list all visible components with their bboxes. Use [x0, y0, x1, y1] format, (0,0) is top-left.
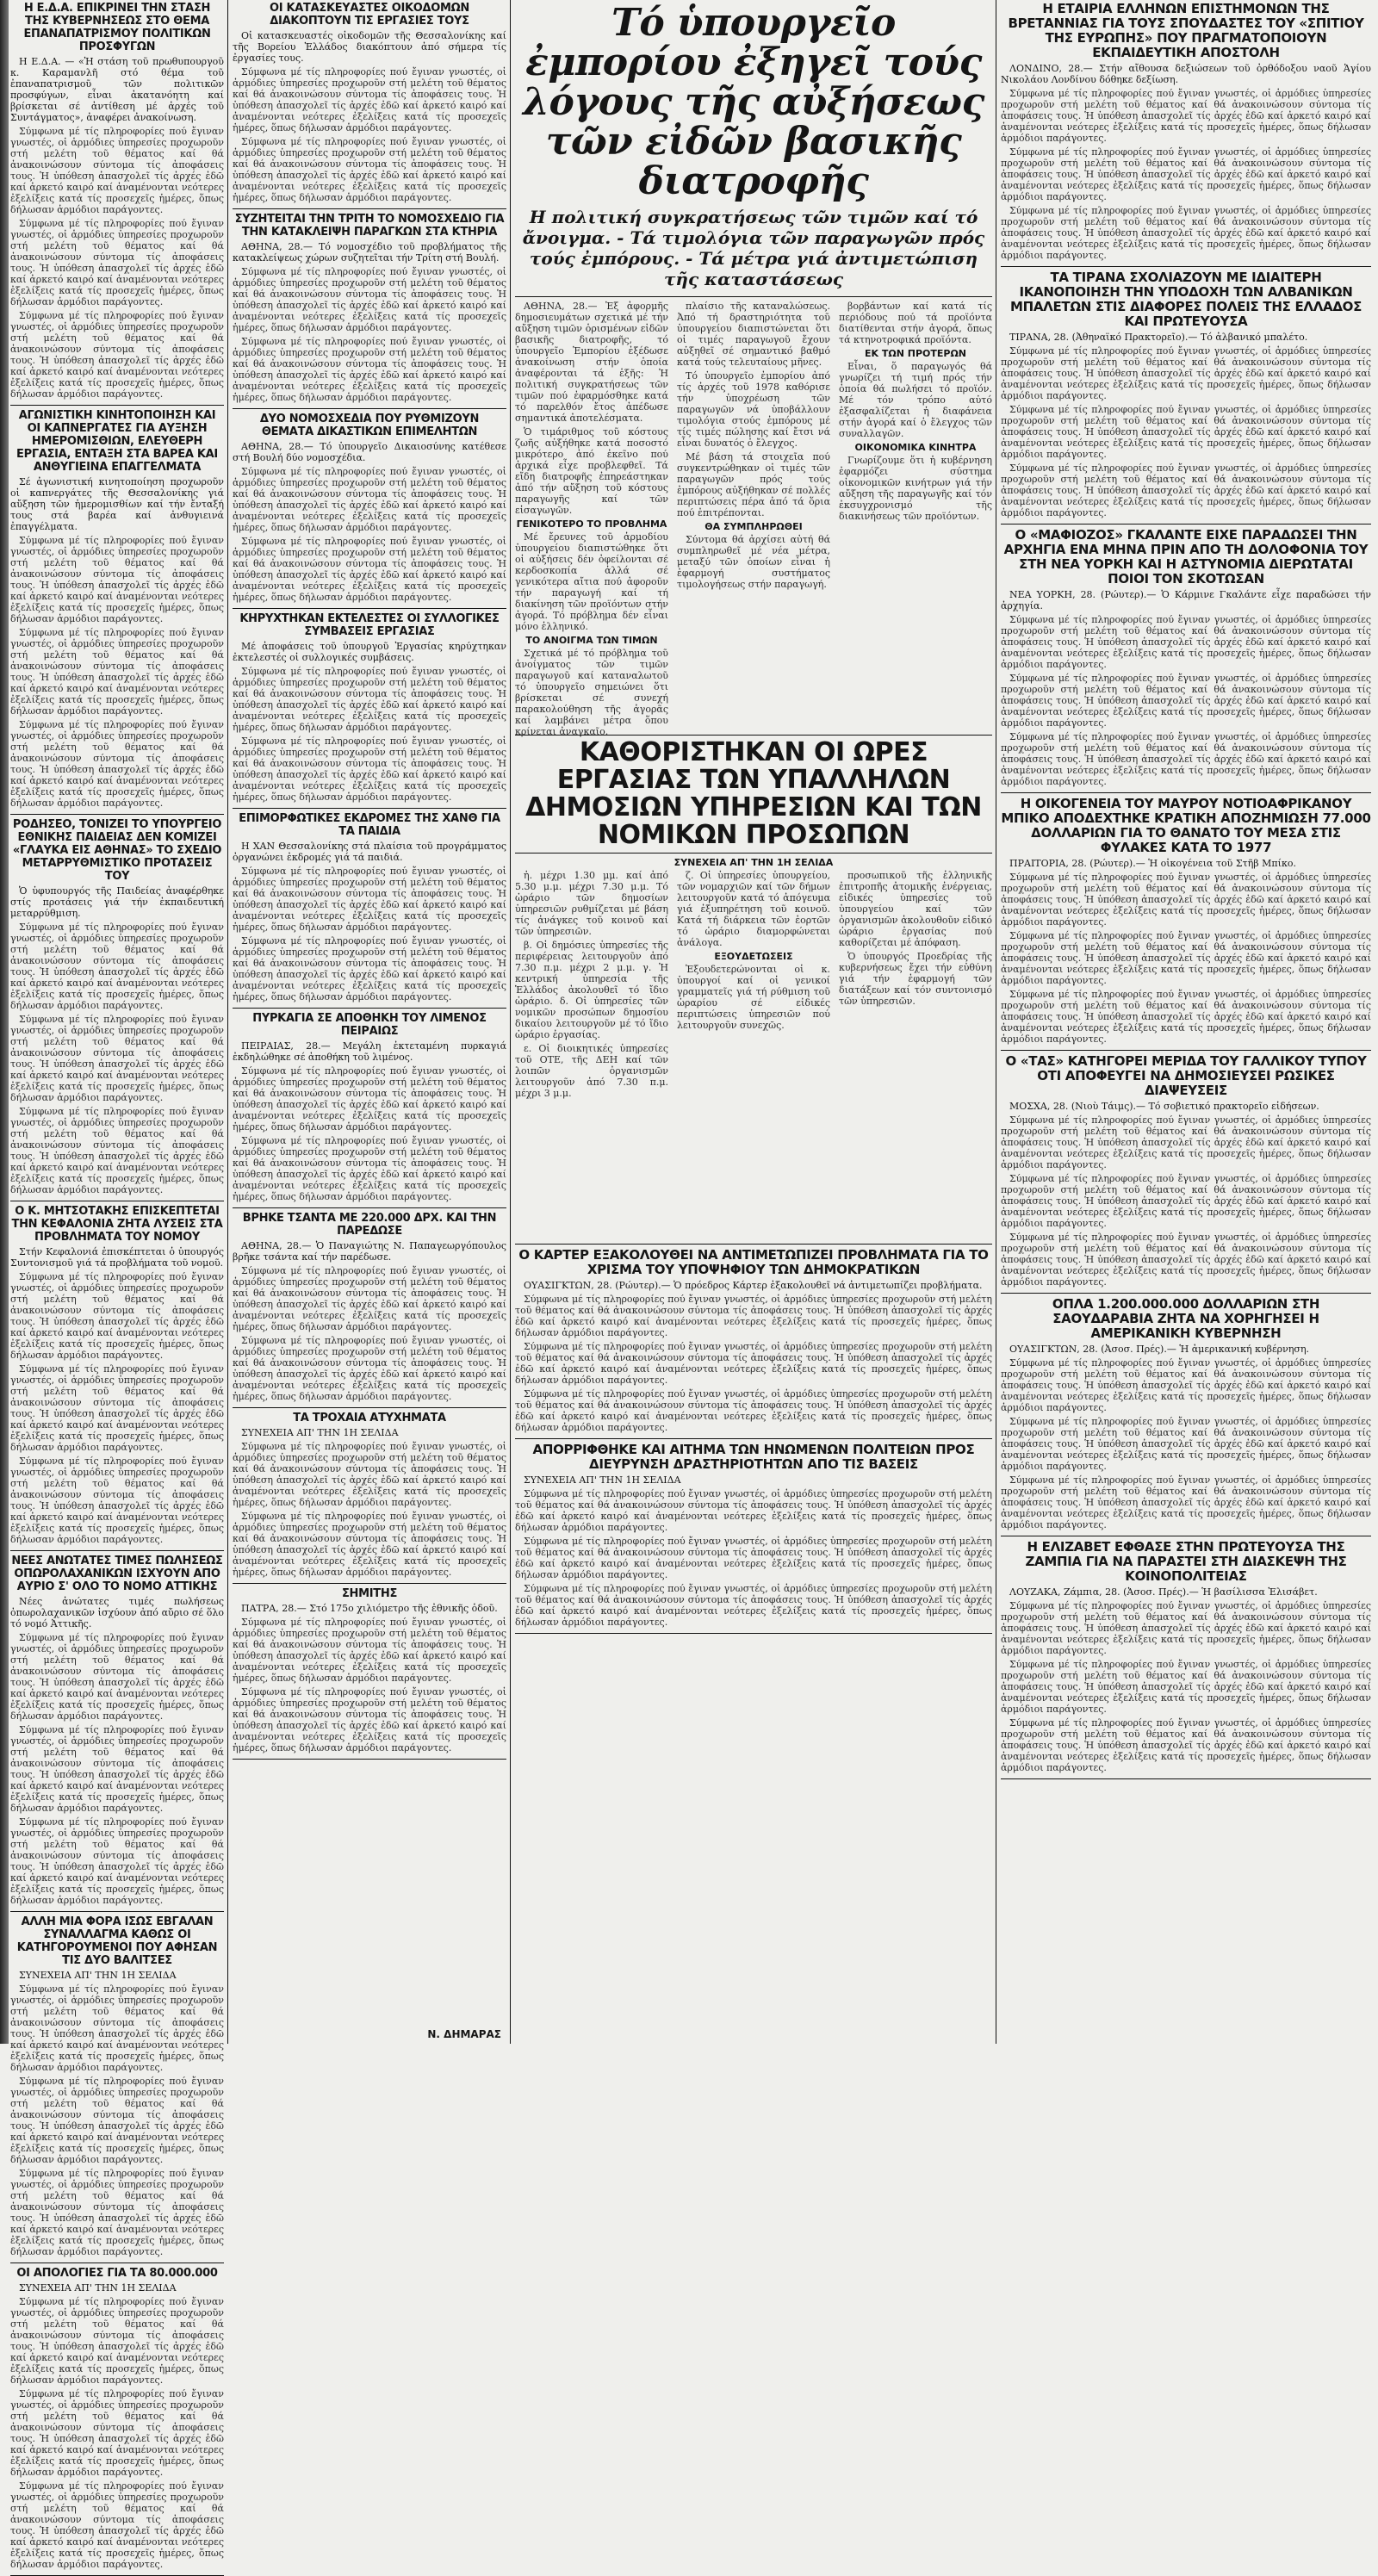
divider [233, 608, 506, 609]
article-headline: Ο «ΜΑΦΙΟΖΟΣ» ΓΚΑΛΑΝΤΕ ΕΙΧΕ ΠΑΡΑΔΩΣΕΙ ΤΗΝ ΑΡΧΗΓΙΑ ΕΝΑ ΜΗΝΑ ΠΡΙΝ ΑΠΟ ΤΗ ΔΟΛΟΦΟΝΙΑ ΤΟΥ ΣΤΗ ΝΕΑ ΥΟΡΚΗ ΚΑΙ Η ΑΣΤΥΝΟΜΙΑ ΔΙΕΡΩΤΑΤΑΙ ΠΟΙΟΙ ΤΟΝ ΣΚΟΤΩΣΑΝ [1003, 527, 1369, 587]
divider [515, 1438, 992, 1439]
article-text: Σύμφωνα μέ τίς πληροφορίες πού ἔγιναν γνωστές, οἱ ἁρμόδιες ὑπηρεσίες προχωροῦν στή μελέτη τοῦ θέματος καί θά ἀνακοινώσουν σύντομα τίς ἀποφάσεις τους. Ἡ ὑπόθεση ἀπασχολεῖ τίς ἀρχές ἐδῶ καί ἀρκετό καιρό καί ἀναμένονται νεότερες ἐξελίξεις κατά τίς προσεχεῖς ἡμέρες, ὅπως δήλωσαν ἁρμόδιοι παράγοντες. [233, 1686, 506, 1754]
article-text: Σύμφωνα μέ τίς πληροφορίες πού ἔγιναν γνωστές, οἱ ἁρμόδιες ὑπηρεσίες προχωροῦν στή μελέτη τοῦ θέματος καί θά ἀνακοινώσουν σύντομα τίς ἀποφάσεις τους. Ἡ ὑπόθεση ἀπασχολεῖ τίς ἀρχές ἐδῶ καί ἀρκετό καιρό καί ἀναμένονται νεότερες ἐξελίξεις κατά τίς προσεχεῖς ἡμέρες, ὅπως δήλωσαν ἁρμόδιοι παράγοντες. [515, 1294, 992, 1338]
article-body: ΑΘΗΝΑ, 28.— Τό νομοσχέδιο τοῦ προβλήματος τῆς κατακλείψεως χώρων συζητεῖται τήν Τρίτη στή Βουλή. [233, 241, 506, 264]
column-rule [227, 0, 228, 2044]
column-rule [510, 0, 511, 2044]
article-text: Σύμφωνα μέ τίς πληροφορίες πού ἔγιναν γνωστές, οἱ ἁρμόδιες ὑπηρεσίες προχωροῦν στή μελέτη τοῦ θέματος καί θά ἀνακοινώσουν σύντομα τίς ἀποφάσεις τους. Ἡ ὑπόθεση ἀπασχολεῖ τίς ἀρχές ἐδῶ καί ἀρκετό καιρό καί ἀναμένονται νεότερες ἐξελίξεις κατά τίς προσεχεῖς ἡμέρες, ὅπως δήλωσαν ἁρμόδιοι παράγοντες. [1001, 1416, 1371, 1472]
article-body: Ὁ ὑφυπουργός τῆς Παιδείας ἀναφέρθηκε στίς προτάσεις γιά τήν ἐκπαιδευτική μεταρρύθμιση. [10, 885, 224, 919]
divider [10, 1911, 224, 1912]
article-text: Σύμφωνα μέ τίς πληροφορίες πού ἔγιναν γνωστές, οἱ ἁρμόδιες ὑπηρεσίες προχωροῦν στή μελέτη τοῦ θέματος καί θά ἀνακοινώσουν σύντομα τίς ἀποφάσεις τους. Ἡ ὑπόθεση ἀπασχολεῖ τίς ἀρχές ἐδῶ καί ἀρκετό καιρό καί ἀναμένονται νεότερες ἐξελίξεις κατά τίς προσεχεῖς ἡμέρες, ὅπως δήλωσαν ἁρμόδιοι παράγοντες. [10, 310, 224, 400]
divider [233, 208, 506, 209]
article-body: Σέ ἀγωνιστική κινητοποίηση προχωροῦν οἱ καπνεργάτες τῆς Θεσσαλονίκης γιά αὔξηση τῶν ἡμερομισθίων καί τήν ἔνταξή τους στά βαρέα καί ἀνθυγιεινά ἐπαγγέλματα. [10, 476, 224, 532]
article [233, 1412, 506, 1578]
article-body: ΣΥΝΕΧΕΙΑ ΑΠ' ΤΗΝ 1Η ΣΕΛΙΔΑ [241, 1427, 399, 1438]
article [233, 2, 506, 203]
article-text: Σύμφωνα μέ τίς πληροφορίες πού ἔγιναν γνωστές, οἱ ἁρμόδιες ὑπηρεσίες προχωροῦν στή μελέτη τοῦ θέματος καί θά ἀνακοινώσουν σύντομα τίς ἀποφάσεις τους. Ἡ ὑπόθεση ἀπασχολεῖ τίς ἀρχές ἐδῶ καί ἀρκετό καιρό καί ἀναμένονται νεότερες ἐξελίξεις κατά τίς προσεχεῖς ἡμέρες, ὅπως δήλωσαν ἁρμόδιοι παράγοντες. [233, 1441, 506, 1508]
article-headline: ΣΥΖΗΤΕΙΤΑΙ ΤΗΝ ΤΡΙΤΗ ΤΟ ΝΟΜΟΣΧΕΔΙΟ ΓΙΑ ΤΗΝ ΚΑΤΑΚΛΕΙΨΗ ΠΑΡΑΓΚΩΝ ΣΤΑ ΚΤΗΡΙΑ [234, 213, 505, 239]
article-body: ΣΥΝΕΧΕΙΑ ΑΠ' ΤΗΝ 1Η ΣΕΛΙΔΑ [19, 1970, 177, 1981]
divider [233, 1207, 506, 1208]
article-text: Σύμφωνα μέ τίς πληροφορίες πού ἔγιναν γνωστές, οἱ ἁρμόδιες ὑπηρεσίες προχωροῦν στή μελέτη τοῦ θέματος καί θά ἀνακοινώσουν σύντομα τίς ἀποφάσεις τους. Ἡ ὑπόθεση ἀπασχολεῖ τίς ἀρχές ἐδῶ καί ἀρκετό καιρό καί ἀναμένονται νεότερες ἐξελίξεις κατά τίς προσεχεῖς ἡμέρες, ὅπως δήλωσαν ἁρμόδιοι παράγοντες. [10, 1632, 224, 1722]
article-body: ΟΥΑΣΙΓΚΤΩΝ, 28. (Ρώυτερ).— Ὁ πρόεδρος Κάρτερ ἐξακολουθεῖ νά ἀντιμετωπίζει προβλήματα. [524, 1280, 983, 1291]
article [1001, 270, 1371, 518]
article-headline: ΔΥΟ ΝΟΜΟΣΧΕΔΙΑ ΠΟΥ ΡΥΘΜΙΖΟΥΝ ΘΕΜΑΤΑ ΔΙΚΑΣΤΙΚΩΝ ΕΠΙΜΕΛΗΤΩΝ [259, 413, 480, 438]
article-headline: Ο «ΤΑΣ» ΚΑΤΗΓΟΡΕΙ ΜΕΡΙΔΑ ΤΟΥ ΓΑΛΛΙΚΟΥ ΤΥΠΟΥ ΟΤΙ ΑΠΟΦΕΥΓΕΙ ΝΑ ΔΗΜΟΣΙΕΥΣΕΙ ΡΩΣΙΚΕΣ ΔΙΑΨΕΥΣΕΙΣ [1005, 1053, 1367, 1098]
article-headline: ΟΙ ΚΑΤΑΣΚΕΥΑΣΤΕΣ ΟΙΚΟΔΟΜΩΝ ΔΙΑΚΟΠΤΟΥΝ ΤΙΣ ΕΡΓΑΣΙΕΣ ΤΟΥΣ [269, 2, 469, 28]
article-body: ΑΘΗΝΑ, 28.— Ὁ Παναγιώτης Ν. Παπαγεωργόπουλος βρῆκε τσάντα καί τήν παρέδωσε. [233, 1240, 506, 1263]
subhead-symperasma: ΘΑ ΣΥΜΠΛΗΡΩΘΕΙ [705, 521, 803, 532]
article-body: Στήν Κεφαλονιά ἐπισκέπτεται ὁ ὑπουργός Συντονισμοῦ γιά τά προβλήματα τοῦ νομοῦ. [10, 1246, 224, 1269]
article-headline: Η ΕΤΑΙΡΙΑ ΕΛΛΗΝΩΝ ΕΠΙΣΤΗΜΟΝΩΝ ΤΗΣ ΒΡΕΤΑΝΝΙΑΣ ΓΙΑ ΤΟΥΣ ΣΠΟΥΔΑΣΤΕΣ ΤΟΥ «ΣΠΙΤΙΟΥ ΤΗΣ ΕΥΡΩΠΗΣ» ΠΟΥ ΠΡΑΓΜΑΤΟΠΟΙΟΥΝ ΕΚΠΑΙΔΕΥΤΙΚΗ ΑΠΟΣΤΟΛΗ [1008, 1, 1364, 60]
article-headline: ΕΠΙΜΟΡΦΩΤΙΚΕΣ ΕΚΔΡΟΜΕΣ ΤΗΣ ΧΑΝΘ ΓΙΑ ΤΑ ΠΑΙΔΙΑ [239, 812, 500, 838]
article-text: Σύμφωνα μέ τίς πληροφορίες πού ἔγιναν γνωστές, οἱ ἁρμόδιες ὑπηρεσίες προχωροῦν στή μελέτη τοῦ θέματος καί θά ἀνακοινώσουν σύντομα τίς ἀποφάσεις τους. Ἡ ὑπόθεση ἀπασχολεῖ τίς ἀρχές ἐδῶ καί ἀρκετό καιρό καί ἀναμένονται νεότερες ἐξελίξεις κατά τίς προσεχεῖς ἡμέρες, ὅπως δήλωσαν ἁρμόδιοι παράγοντες. [233, 1617, 506, 1684]
article-text: Σύμφωνα μέ τίς πληροφορίες πού ἔγιναν γνωστές, οἱ ἁρμόδιες ὑπηρεσίες προχωροῦν στή μελέτη τοῦ θέματος καί θά ἀνακοινώσουν σύντομα τίς ἀποφάσεις τους. Ἡ ὑπόθεση ἀπασχολεῖ τίς ἀρχές ἐδῶ καί ἀρκετό καιρό καί ἀναμένονται νεότερες ἐξελίξεις κατά τίς προσεχεῖς ἡμέρες, ὅπως δήλωσαν ἁρμόδιοι παράγοντες. [1001, 146, 1371, 202]
article-body: ΜΟΣΧΑ, 28. (Νιοὺ Τάιμς).— Τό σοβιετικό πρακτορεῖο εἰδήσεων. [1009, 1101, 1319, 1112]
article-text: Σύμφωνα μέ τίς πληροφορίες πού ἔγιναν γνωστές, οἱ ἁρμόδιες ὑπηρεσίες προχωροῦν στή μελέτη τοῦ θέματος καί θά ἀνακοινώσουν σύντομα τίς ἀποφάσεις τους. Ἡ ὑπόθεση ἀπασχολεῖ τίς ἀρχές ἐδῶ καί ἀρκετό καιρό καί ἀναμένονται νεότερες ἐξελίξεις κατά τίς προσεχεῖς ἡμέρες, ὅπως δήλωσαν ἁρμόδιοι παράγοντες. [10, 2168, 224, 2257]
article-headline: ΟΙ ΑΠΟΛΟΓΙΕΣ ΓΙΑ ΤΑ 80.000.000 [16, 2267, 218, 2280]
article-text: Σύμφωνα μέ τίς πληροφορίες πού ἔγιναν γνωστές, οἱ ἁρμόδιες ὑπηρεσίες προχωροῦν στή μελέτη τοῦ θέματος καί θά ἀνακοινώσουν σύντομα τίς ἀποφάσεις τους. Ἡ ὑπόθεση ἀπασχολεῖ τίς ἀρχές ἐδῶ καί ἀρκετό καιρό καί ἀναμένονται νεότερες ἐξελίξεις κατά τίς προσεχεῖς ἡμέρες, ὅπως δήλωσαν ἁρμόδιοι παράγοντες. [1001, 614, 1371, 670]
article-headline: ΟΠΛΑ 1.200.000.000 ΔΟΛΛΑΡΙΩΝ ΣΤΗ ΣΑΟΥΔΑΡΑΒΙΑ ΖΗΤΑ ΝΑ ΧΟΡΗΓΗΣΕΙ Η ΑΜΕΡΙΚΑΝΙΚΗ ΚΥΒΕΡΝΗΣΗ [1052, 1296, 1320, 1341]
divider [1001, 1778, 1371, 1779]
article-text: Σύμφωνα μέ τίς πληροφορίες πού ἔγιναν γνωστές, οἱ ἁρμόδιες ὑπηρεσίες προχωροῦν στή μελέτη τοῦ θέματος καί θά ἀνακοινώσουν σύντομα τίς ἀποφάσεις τους. Ἡ ὑπόθεση ἀπασχολεῖ τίς ἀρχές ἐδῶ καί ἀρκετό καιρό καί ἀναμένονται νεότερες ἐξελίξεις κατά τίς προσεχεῖς ἡμέρες, ὅπως δήλωσαν ἁρμόδιοι παράγοντες. [10, 1106, 224, 1195]
article [515, 1443, 992, 1628]
article-body: ΠΑΤΡΑ, 28.— Στό 175ο χιλιόμετρο τῆς ἐθνικῆς ὁδοῦ. [241, 1603, 498, 1614]
divider [1001, 1293, 1371, 1294]
article-text: Σύμφωνα μέ τίς πληροφορίες πού ἔγιναν γνωστές, οἱ ἁρμόδιες ὑπηρεσίες προχωροῦν στή μελέτη τοῦ θέματος καί θά ἀνακοινώσουν σύντομα τίς ἀποφάσεις τους. Ἡ ὑπόθεση ἀπασχολεῖ τίς ἀρχές ἐδῶ καί ἀρκετό καιρό καί ἀναμένονται νεότερες ἐξελίξεις κατά τίς προσεχεῖς ἡμέρες, ὅπως δήλωσαν ἁρμόδιοι παράγοντες. [1001, 930, 1371, 986]
article [1001, 2, 1371, 261]
article-text: Σύμφωνα μέ τίς πληροφορίες πού ἔγιναν γνωστές, οἱ ἁρμόδιες ὑπηρεσίες προχωροῦν στή μελέτη τοῦ θέματος καί θά ἀνακοινώσουν σύντομα τίς ἀποφάσεις τους. Ἡ ὑπόθεση ἀπασχολεῖ τίς ἀρχές ἐδῶ καί ἀρκετό καιρό καί ἀναμένονται νεότερες ἐξελίξεις κατά τίς προσεχεῖς ἡμέρες, ὅπως δήλωσαν ἁρμόδιοι παράγοντες. [233, 935, 506, 1002]
article-text: Σύμφωνα μέ τίς πληροφορίες πού ἔγιναν γνωστές, οἱ ἁρμόδιες ὑπηρεσίες προχωροῦν στή μελέτη τοῦ θέματος καί θά ἀνακοινώσουν σύντομα τίς ἀποφάσεις τους. Ἡ ὑπόθεση ἀπασχολεῖ τίς ἀρχές ἐδῶ καί ἀρκετό καιρό καί ἀναμένονται νεότερες ἐξελίξεις κατά τίς προσεχεῖς ἡμέρες, ὅπως δήλωσαν ἁρμόδιοι παράγοντες. [1001, 462, 1371, 518]
article-body: ΠΡΑΙΤΟΡΙΑ, 28. (Ρώυτερ).— Ἡ οἰκογένεια τοῦ Στῆβ Μπίκο. [1009, 858, 1296, 869]
article-text: Σύμφωνα μέ τίς πληροφορίες πού ἔγιναν γνωστές, οἱ ἁρμόδιες ὑπηρεσίες προχωροῦν στή μελέτη τοῦ θέματος καί θά ἀνακοινώσουν σύντομα τίς ἀποφάσεις τους. Ἡ ὑπόθεση ἀπασχολεῖ τίς ἀρχές ἐδῶ καί ἀρκετό καιρό καί ἀναμένονται νεότερες ἐξελίξεις κατά τίς προσεχεῖς ἡμέρες, ὅπως δήλωσαν ἁρμόδιοι παράγοντες. [233, 1135, 506, 1202]
article-headline: ΠΥΡΚΑΓΙΑ ΣΕ ΑΠΟΘΗΚΗ ΤΟΥ ΛΙΜΕΝΟΣ ΠΕΙΡΑΙΩΣ [252, 1012, 487, 1038]
signature: Ν. ΔΗΜΑΡΑΣ [427, 2028, 501, 2040]
article [10, 818, 224, 1195]
article [10, 2, 224, 400]
article [1001, 1540, 1371, 1773]
article-headline: Ο Κ. ΜΗΤΣΟΤΑΚΗΣ ΕΠΙΣΚΕΠΤΕΤΑΙ ΤΗΝ ΚΕΦΑΛΟΝΙΑ ΖΗΤΑ ΛΥΣΕΙΣ ΣΤΑ ΠΡΟΒΛΗΜΑΤΑ ΤΟΥ ΝΟΜΟΥ [11, 1205, 223, 1244]
article-text: Σύμφωνα μέ τίς πληροφορίες πού ἔγιναν γνωστές, οἱ ἁρμόδιες ὑπηρεσίες προχωροῦν στή μελέτη τοῦ θέματος καί θά ἀνακοινώσουν σύντομα τίς ἀποφάσεις τους. Ἡ ὑπόθεση ἀπασχολεῖ τίς ἀρχές ἐδῶ καί ἀρκετό καιρό καί ἀναμένονται νεότερες ἐξελίξεις κατά τίς προσεχεῖς ἡμέρες, ὅπως δήλωσαν ἁρμόδιοι παράγοντες. [10, 2296, 224, 2386]
article-text: Σύμφωνα μέ τίς πληροφορίες πού ἔγιναν γνωστές, οἱ ἁρμόδιες ὑπηρεσίες προχωροῦν στή μελέτη τοῦ θέματος καί θά ἀνακοινώσουν σύντομα τίς ἀποφάσεις τους. Ἡ ὑπόθεση ἀπασχολεῖ τίς ἀρχές ἐδῶ καί ἀρκετό καιρό καί ἀναμένονται νεότερες ἐξελίξεις κατά τίς προσεχεῖς ἡμέρες, ὅπως δήλωσαν ἁρμόδιοι παράγοντες. [233, 266, 506, 333]
article-text: Σύμφωνα μέ τίς πληροφορίες πού ἔγιναν γνωστές, οἱ ἁρμόδιες ὑπηρεσίες προχωροῦν στή μελέτη τοῦ θέματος καί θά ἀνακοινώσουν σύντομα τίς ἀποφάσεις τους. Ἡ ὑπόθεση ἀπασχολεῖ τίς ἀρχές ἐδῶ καί ἀρκετό καιρό καί ἀναμένονται νεότερες ἐξελίξεις κατά τίς προσεχεῖς ἡμέρες, ὅπως δήλωσαν ἁρμόδιοι παράγοντες. [1001, 345, 1371, 401]
article-headline: ΑΠΟΡΡΙΦΘΗΚΕ ΚΑΙ ΑΙΤΗΜΑ ΤΩΝ ΗΝΩΜΕΝΩΝ ΠΟΛΙΤΕΙΩΝ ΠΡΟΣ ΔΙΕΥΡΥΝΣΗ ΔΡΑΣΤΗΡΙΟΤΗΤΩΝ ΑΠΟ ΤΙΣ ΒΑΣΕΙΣ [532, 1442, 975, 1472]
main-article-col-2: πλαίσιο τῆς καταναλώσεως. Ἀπό τή δραστηριότητα τοῦ ὑπουργείου διαπιστώνεται ὅτι οἱ τιμές παραγωγοῦ ἔχουν αὐξηθεῖ σέ σημαντικό βαθμό κατά τούς τελευταίους μῆνες. Τό ὑπουργεῖο ἐμπορίου ἀπό τίς ἀρχές τοῦ 1978 καθόρισε τήν ὑποχρέωση τῶν παραγωγῶν νά ὑποβάλλουν τιμολόγια στούς ἐμπόρους μέ τίς τιμές πώλησης καί ἔτσι νά εἶναι δυνατός ὁ ἔλεγχος. Μέ βάση τά στοιχεῖα πού συγκεντρώθηκαν οἱ τιμές τῶν παραγωγῶν πρός τούς ἐμπόρους αὐξήθηκαν σέ πολλές περιπτώσεις πέρα ἀπό τά ὅρια πού ἐπιτρέπονται. ΘΑ ΣΥΜΠΛΗΡΩΘΕΙ Σύντομα θά ἀρχίσει αὐτή θά συμπληρωθεῖ μέ νέα μέτρα, μεταξύ τῶν ὁποίων εἶναι ἡ ἐφαρμογή συστήματος τιμολογήσεως στήν παραγωγή. [677, 301, 830, 590]
article [1001, 1054, 1371, 1288]
article-text: Σύμφωνα μέ τίς πληροφορίες πού ἔγιναν γνωστές, οἱ ἁρμόδιες ὑπηρεσίες προχωροῦν στή μελέτη τοῦ θέματος καί θά ἀνακοινώσουν σύντομα τίς ἀποφάσεις τους. Ἡ ὑπόθεση ἀπασχολεῖ τίς ἀρχές ἐδῶ καί ἀρκετό καιρό καί ἀναμένονται νεότερες ἐξελίξεις κατά τίς προσεχεῖς ἡμέρες, ὅπως δήλωσαν ἁρμόδιοι παράγοντες. [10, 2076, 224, 2165]
article [233, 812, 506, 1002]
divider [233, 408, 506, 409]
article [10, 409, 224, 809]
divider [515, 1244, 992, 1245]
article-text: Σύμφωνα μέ τίς πληροφορίες πού ἔγιναν γνωστές, οἱ ἁρμόδιες ὑπηρεσίες προχωροῦν στή μελέτη τοῦ θέματος καί θά ἀνακοινώσουν σύντομα τίς ἀποφάσεις τους. Ἡ ὑπόθεση ἀπασχολεῖ τίς ἀρχές ἐδῶ καί ἀρκετό καιρό καί ἀναμένονται νεότερες ἐξελίξεις κατά τίς προσεχεῖς ἡμέρες, ὅπως δήλωσαν ἁρμόδιοι παράγοντες. [1001, 1114, 1371, 1170]
article-body: ΠΕΙΡΑΙΑΣ, 28.— Μεγάλη ἐκτεταμένη πυρκαγιά ἐκδηλώθηκε σέ ἀποθήκη τοῦ λιμένος. [233, 1040, 506, 1063]
article [233, 1587, 506, 1754]
subhead-genikotero: ΓΕΝΙΚΟΤΕΡΟ ΤΟ ΠΡΟΒΛΗΜΑ [516, 518, 667, 530]
article-text: Σύμφωνα μέ τίς πληροφορίες πού ἔγιναν γνωστές, οἱ ἁρμόδιες ὑπηρεσίες προχωροῦν στή μελέτη τοῦ θέματος καί θά ἀνακοινώσουν σύντομα τίς ἀποφάσεις τους. Ἡ ὑπόθεση ἀπασχολεῖ τίς ἀρχές ἐδῶ καί ἀρκετό καιρό καί ἀναμένονται νεότερες ἐξελίξεις κατά τίς προσεχεῖς ἡμέρες, ὅπως δήλωσαν ἁρμόδιοι παράγοντες. [1001, 1717, 1371, 1773]
article-text: Σύμφωνα μέ τίς πληροφορίες πού ἔγιναν γνωστές, οἱ ἁρμόδιες ὑπηρεσίες προχωροῦν στή μελέτη τοῦ θέματος καί θά ἀνακοινώσουν σύντομα τίς ἀποφάσεις τους. Ἡ ὑπόθεση ἀπασχολεῖ τίς ἀρχές ἐδῶ καί ἀρκετό καιρό καί ἀναμένονται νεότερες ἐξελίξεις κατά τίς προσεχεῖς ἡμέρες, ὅπως δήλωσαν ἁρμόδιοι παράγοντες. [10, 1456, 224, 1545]
article-body: ΝΕΑ ΥΟΡΚΗ, 28. (Ρώυτερ).— Ὁ Κάρμινε Γκαλάντε εἶχε παραδώσει τήν ἀρχηγία. [1001, 589, 1371, 611]
article [10, 1205, 224, 1545]
article-headline: ΑΛΛΗ ΜΙΑ ΦΟΡΑ ΙΣΩΣ ΕΒΓΑΛΑΝ ΣΥΝΑΛΛΑΓΜΑ ΚΑΘΩΣ ΟΙ ΚΑΤΗΓΟΡΟΥΜΕΝΟΙ ΠΟΥ ΑΦΗΣΑΝ ΤΙΣ ΔΥΟ ΒΑΛΙΤΣΕΣ [16, 1915, 218, 1967]
divider [233, 808, 506, 809]
article-text: Σύμφωνα μέ τίς πληροφορίες πού ἔγιναν γνωστές, οἱ ἁρμόδιες ὑπηρεσίες προχωροῦν στή μελέτη τοῦ θέματος καί θά ἀνακοινώσουν σύντομα τίς ἀποφάσεις τους. Ἡ ὑπόθεση ἀπασχολεῖ τίς ἀρχές ἐδῶ καί ἀρκετό καιρό καί ἀναμένονται νεότερες ἐξελίξεις κατά τίς προσεχεῖς ἡμέρες, ὅπως δήλωσαν ἁρμόδιοι παράγοντες. [10, 218, 224, 307]
article-text: Σύμφωνα μέ τίς πληροφορίες πού ἔγιναν γνωστές, οἱ ἁρμόδιες ὑπηρεσίες προχωροῦν στή μελέτη τοῦ θέματος καί θά ἀνακοινώσουν σύντομα τίς ἀποφάσεις τους. Ἡ ὑπόθεση ἀπασχολεῖ τίς ἀρχές ἐδῶ καί ἀρκετό καιρό καί ἀναμένονται νεότερες ἐξελίξεις κατά τίς προσεχεῖς ἡμέρες, ὅπως δήλωσαν ἁρμόδιοι παράγοντες. [233, 466, 506, 533]
divider [233, 1759, 506, 1760]
article-text: Σύμφωνα μέ τίς πληροφορίες πού ἔγιναν γνωστές, οἱ ἁρμόδιες ὑπηρεσίες προχωροῦν στή μελέτη τοῦ θέματος καί θά ἀνακοινώσουν σύντομα τίς ἀποφάσεις τους. Ἡ ὑπόθεση ἀπασχολεῖ τίς ἀρχές ἐδῶ καί ἀρκετό καιρό καί ἀναμένονται νεότερες ἐξελίξεις κατά τίς προσεχεῖς ἡμέρες, ὅπως δήλωσαν ἁρμόδιοι παράγοντες. [10, 1363, 224, 1453]
article-body: ΛΟΥΖΑΚΑ, Ζάμπια, 28. (Ἀσοσ. Πρές).— Ἡ βασίλισσα Ἐλισάβετ. [1009, 1586, 1318, 1598]
article-text: Σύμφωνα μέ τίς πληροφορίες πού ἔγιναν γνωστές, οἱ ἁρμόδιες ὑπηρεσίες προχωροῦν στή μελέτη τοῦ θέματος καί θά ἀνακοινώσουν σύντομα τίς ἀποφάσεις τους. Ἡ ὑπόθεση ἀπασχολεῖ τίς ἀρχές ἐδῶ καί ἀρκετό καιρό καί ἀναμένονται νεότερες ἐξελίξεις κατά τίς προσεχεῖς ἡμέρες, ὅπως δήλωσαν ἁρμόδιοι παράγοντες. [1001, 88, 1371, 144]
article-text: Σύμφωνα μέ τίς πληροφορίες πού ἔγιναν γνωστές, οἱ ἁρμόδιες ὑπηρεσίες προχωροῦν στή μελέτη τοῦ θέματος καί θά ἀνακοινώσουν σύντομα τίς ἀποφάσεις τους. Ἡ ὑπόθεση ἀπασχολεῖ τίς ἀρχές ἐδῶ καί ἀρκετό καιρό καί ἀναμένονται νεότερες ἐξελίξεις κατά τίς προσεχεῖς ἡμέρες, ὅπως δήλωσαν ἁρμόδιοι παράγοντες. [233, 1335, 506, 1402]
article-headline: Η ΟΙΚΟΓΕΝΕΙΑ ΤΟΥ ΜΑΥΡΟΥ ΝΟΤΙΟΑΦΡΙΚΑΝΟΥ ΜΠΙΚΟ ΑΠΟΔΕΧΤΗΚΕ ΚΡΑΤΙΚΗ ΑΠΟΖΗΜΙΩΣΗ 77.000 ΔΟΛΛΑΡΙΩΝ ΓΙΑ ΤΟ ΘΑΝΑΤΟ ΤΟΥ ΜΕΣΑ ΣΤΙΣ ΦΥΛΑΚΕΣ ΚΑΤΑ ΤΟ 1977 [1001, 796, 1371, 855]
article-body: ΟΥΑΣΙΓΚΤΩΝ, 28. (Ἀσοσ. Πρές).— Ἡ ἀμερικανική κυβέρνηση. [1009, 1344, 1310, 1355]
article-text: Σύμφωνα μέ τίς πληροφορίες πού ἔγιναν γνωστές, οἱ ἁρμόδιες ὑπηρεσίες προχωροῦν στή μελέτη τοῦ θέματος καί θά ἀνακοινώσουν σύντομα τίς ἀποφάσεις τους. Ἡ ὑπόθεση ἀπασχολεῖ τίς ἀρχές ἐδῶ καί ἀρκετό καιρό καί ἀναμένονται νεότερες ἐξελίξεις κατά τίς προσεχεῖς ἡμέρες, ὅπως δήλωσαν ἁρμόδιοι παράγοντες. [10, 2480, 224, 2570]
article-text: Σύμφωνα μέ τίς πληροφορίες πού ἔγιναν γνωστές, οἱ ἁρμόδιες ὑπηρεσίες προχωροῦν στή μελέτη τοῦ θέματος καί θά ἀνακοινώσουν σύντομα τίς ἀποφάσεις τους. Ἡ ὑπόθεση ἀπασχολεῖ τίς ἀρχές ἐδῶ καί ἀρκετό καιρό καί ἀναμένονται νεότερες ἐξελίξεις κατά τίς προσεχεῖς ἡμέρες, ὅπως δήλωσαν ἁρμόδιοι παράγοντες. [1001, 731, 1371, 787]
article-headline: ΚΗΡΥΧΤΗΚΑΝ ΕΚΤΕΛΕΣΤΕΣ ΟΙ ΣΥΛΛΟΓΙΚΕΣ ΣΥΜΒΑΣΕΙΣ ΕΡΓΑΣΙΑΣ [239, 612, 500, 638]
main-article-col-1: ΑΘΗΝΑ, 28.— Ἐξ ἀφορμῆς δημοσιευμάτων σχετικά μέ τήν αὔξηση τιμῶν ὁρισμένων εἰδῶν βασικῆς διατροφῆς, τό ὑπουργεῖο Ἐμπορίου ἐξέδωσε ἀνακοίνωση στήν ὁποία ἀναφέρονται τά ἑξῆς: Ἡ πολιτική συγκρατήσεως τῶν τιμῶν πού ἐφαρμόσθηκε κατά τό παρελθόν ἔτος ἀπέδωσε σημαντικά ἀποτελέσματα. Ὁ τιμάριθμος τοῦ κόστους ζωῆς αὐξήθηκε κατά ποσοστό μικρότερο ἀπό ἐκεῖνο πού ἀρχικά εἶχε προβλεφθεῖ. Τά εἴδη διατροφῆς ἐπηρεάστηκαν ἀπό τήν αὔξηση τοῦ κόστους παραγωγῆς καί τῶν εἰσαγωγῶν. ΓΕΝΙΚΟΤΕΡΟ ΤΟ ΠΡΟΒΛΗΜΑ Μέ ἔρευνες τοῦ ἁρμοδίου ὑπουργείου διαπιστώθηκε ὅτι οἱ αὐξήσεις δέν ὀφείλονται σέ κερδοσκοπία ἀλλά σέ γενικότερα αἴτια πού ἀφοροῦν τήν παραγωγή καί τή διακίνηση τῶν προϊόντων στήν ἀγορά. Τό πρόβλημα δέν εἶναι μόνο ἑλληνικό. ΤΟ ΑΝΟΙΓΜΑ ΤΩΝ ΤΙΜΩΝ Σχετικά μέ τό πρόβλημα τοῦ ἀνοίγματος τῶν τιμῶν παραγωγοῦ καί καταναλωτοῦ τό ὑπουργεῖο σημειώνει ὅτι βρίσκεται σέ συνεχή παρακολούθηση τῆς ἀγορᾶς καί λαμβάνει μέτρα ὅπου κρίνεται ἀναγκαῖο. [515, 301, 668, 737]
article [1001, 797, 1371, 1045]
article-text: Σύμφωνα μέ τίς πληροφορίες πού ἔγιναν γνωστές, οἱ ἁρμόδιες ὑπηρεσίες προχωροῦν στή μελέτη τοῦ θέματος καί θά ἀνακοινώσουν σύντομα τίς ἀποφάσεις τους. Ἡ ὑπόθεση ἀπασχολεῖ τίς ἀρχές ἐδῶ καί ἀρκετό καιρό καί ἀναμένονται νεότερες ἐξελίξεις κατά τίς προσεχεῖς ἡμέρες, ὅπως δήλωσαν ἁρμόδιοι παράγοντες. [515, 1388, 992, 1433]
article-text: Σύμφωνα μέ τίς πληροφορίες πού ἔγιναν γνωστές, οἱ ἁρμόδιες ὑπηρεσίες προχωροῦν στή μελέτη τοῦ θέματος καί θά ἀνακοινώσουν σύντομα τίς ἀποφάσεις τους. Ἡ ὑπόθεση ἀπασχολεῖ τίς ἀρχές ἐδῶ καί ἀρκετό καιρό καί ἀναμένονται νεότερες ἐξελίξεις κατά τίς προσεχεῖς ἡμέρες, ὅπως δήλωσαν ἁρμόδιοι παράγοντες. [515, 1341, 992, 1386]
article [515, 1248, 992, 1433]
article-text: Σύμφωνα μέ τίς πληροφορίες πού ἔγιναν γνωστές, οἱ ἁρμόδιες ὑπηρεσίες προχωροῦν στή μελέτη τοῦ θέματος καί θά ἀνακοινώσουν σύντομα τίς ἀποφάσεις τους. Ἡ ὑπόθεση ἀπασχολεῖ τίς ἀρχές ἐδῶ καί ἀρκετό καιρό καί ἀναμένονται νεότερες ἐξελίξεις κατά τίς προσεχεῖς ἡμέρες, ὅπως δήλωσαν ἁρμόδιοι παράγοντες. [1001, 404, 1371, 460]
page-binding-edge [0, 0, 9, 2044]
article-text: Σύμφωνα μέ τίς πληροφορίες πού ἔγιναν γνωστές, οἱ ἁρμόδιες ὑπηρεσίες προχωροῦν στή μελέτη τοῦ θέματος καί θά ἀνακοινώσουν σύντομα τίς ἀποφάσεις τους. Ἡ ὑπόθεση ἀπασχολεῖ τίς ἀρχές ἐδῶ καί ἀρκετό καιρό καί ἀναμένονται νεότερες ἐξελίξεις κατά τίς προσεχεῖς ἡμέρες, ὅπως δήλωσαν ἁρμόδιοι παράγοντες. [233, 66, 506, 133]
article [233, 1212, 506, 1402]
subhead-proteron: ΕΚ ΤΩΝ ΠΡΟΤΕΡΩΝ [864, 348, 966, 359]
article-text: Σύμφωνα μέ τίς πληροφορίες πού ἔγιναν γνωστές, οἱ ἁρμόδιες ὑπηρεσίες προχωροῦν στή μελέτη τοῦ θέματος καί θά ἀνακοινώσουν σύντομα τίς ἀποφάσεις τους. Ἡ ὑπόθεση ἀπασχολεῖ τίς ἀρχές ἐδῶ καί ἀρκετό καιρό καί ἀναμένονται νεότερες ἐξελίξεις κατά τίς προσεχεῖς ἡμέρες, ὅπως δήλωσαν ἁρμόδιοι παράγοντες. [1001, 872, 1371, 928]
article-text: Σύμφωνα μέ τίς πληροφορίες πού ἔγιναν γνωστές, οἱ ἁρμόδιες ὑπηρεσίες προχωροῦν στή μελέτη τοῦ θέματος καί θά ἀνακοινώσουν σύντομα τίς ἀποφάσεις τους. Ἡ ὑπόθεση ἀπασχολεῖ τίς ἀρχές ἐδῶ καί ἀρκετό καιρό καί ἀναμένονται νεότερες ἐξελίξεις κατά τίς προσεχεῖς ἡμέρες, ὅπως δήλωσαν ἁρμόδιοι παράγοντες. [10, 126, 224, 215]
article-text: Σύμφωνα μέ τίς πληροφορίες πού ἔγιναν γνωστές, οἱ ἁρμόδιες ὑπηρεσίες προχωροῦν στή μελέτη τοῦ θέματος καί θά ἀνακοινώσουν σύντομα τίς ἀποφάσεις τους. Ἡ ὑπόθεση ἀπασχολεῖ τίς ἀρχές ἐδῶ καί ἀρκετό καιρό καί ἀναμένονται νεότερες ἐξελίξεις κατά τίς προσεχεῖς ἡμέρες, ὅπως δήλωσαν ἁρμόδιοι παράγοντες. [1001, 1659, 1371, 1715]
hours-continuation: ΣΥΝΕΧΕΙΑ ΑΠ' ΤΗΝ 1Η ΣΕΛΙΔΑ [673, 857, 834, 868]
article-body: ΛΟΝΔΙΝΟ, 28.— Στήν αἴθουσα δεξιώσεων τοῦ ὀρθόδοξου ναοῦ Ἁγίου Νικολάου Λονδίνου δόθηκε δεξίωση. [1001, 63, 1371, 85]
subhead-eksoudetoseis: ΕΞΟΥΔΕΤΩΣΕΙΣ [714, 951, 793, 962]
column-2 [233, 0, 506, 2044]
article-body: Η Ε.Δ.Α. — «Ἡ στάση τοῦ πρωθυπουργοῦ κ. Καραμανλῆ στό θέμα τοῦ ἐπαναπατρισμοῦ τῶν πολιτικῶν προσφύγων, εἶναι ἀκατανόητη καί βρίσκεται σέ ἀντίθεση μέ ἀρχές τοῦ Συντάγματος», ἀναφέρει ἀνακοίνωση. [10, 56, 224, 123]
article-headline: Η ΕΛΙΖΑΒΕΤ ΕΦΘΑΣΕ ΣΤΗΝ ΠΡΩΤΕΥΟΥΣΑ ΤΗΣ ΖΑΜΠΙΑ ΓΙΑ ΝΑ ΠΑΡΑΣΤΕΙ ΣΤΗ ΔΙΑΣΚΕΨΗ ΤΗΣ ΚΟΙΝΟΠΟΛΙΤΕΙΑΣ [1025, 1539, 1347, 1584]
article-text: Σύμφωνα μέ τίς πληροφορίες πού ἔγιναν γνωστές, οἱ ἁρμόδιες ὑπηρεσίες προχωροῦν στή μελέτη τοῦ θέματος καί θά ἀνακοινώσουν σύντομα τίς ἀποφάσεις τους. Ἡ ὑπόθεση ἀπασχολεῖ τίς ἀρχές ἐδῶ καί ἀρκετό καιρό καί ἀναμένονται νεότερες ἐξελίξεις κατά τίς προσεχεῖς ἡμέρες, ὅπως δήλωσαν ἁρμόδιοι παράγοντες. [233, 1065, 506, 1133]
article-text: Σύμφωνα μέ τίς πληροφορίες πού ἔγιναν γνωστές, οἱ ἁρμόδιες ὑπηρεσίες προχωροῦν στή μελέτη τοῦ θέματος καί θά ἀνακοινώσουν σύντομα τίς ἀποφάσεις τους. Ἡ ὑπόθεση ἀπασχολεῖ τίς ἀρχές ἐδῶ καί ἀρκετό καιρό καί ἀναμένονται νεότερες ἐξελίξεις κατά τίς προσεχεῖς ἡμέρες, ὅπως δήλωσαν ἁρμόδιοι παράγοντες. [1001, 1474, 1371, 1530]
main-article-body [515, 301, 992, 737]
article-text: Σύμφωνα μέ τίς πληροφορίες πού ἔγιναν γνωστές, οἱ ἁρμόδιες ὑπηρεσίες προχωροῦν στή μελέτη τοῦ θέματος καί θά ἀνακοινώσουν σύντομα τίς ἀποφάσεις τους. Ἡ ὑπόθεση ἀπασχολεῖ τίς ἀρχές ἐδῶ καί ἀρκετό καιρό καί ἀναμένονται νεότερες ἐξελίξεις κατά τίς προσεχεῖς ἡμέρες, ὅπως δήλωσαν ἁρμόδιοι παράγοντες. [233, 736, 506, 803]
article-headline: ΣΗΜΙΤΗΣ [341, 1587, 398, 1600]
article-text: Σύμφωνα μέ τίς πληροφορίες πού ἔγιναν γνωστές, οἱ ἁρμόδιες ὑπηρεσίες προχωροῦν στή μελέτη τοῦ θέματος καί θά ἀνακοινώσουν σύντομα τίς ἀποφάσεις τους. Ἡ ὑπόθεση ἀπασχολεῖ τίς ἀρχές ἐδῶ καί ἀρκετό καιρό καί ἀναμένονται νεότερες ἐξελίξεις κατά τίς προσεχεῖς ἡμέρες, ὅπως δήλωσαν ἁρμόδιοι παράγοντες. [1001, 1357, 1371, 1413]
article-headline: ΒΡΗΚΕ ΤΣΑΝΤΑ ΜΕ 220.000 ΔΡΧ. ΚΑΙ ΤΗΝ ΠΑΡΕΔΩΣΕ [242, 1212, 497, 1238]
article [10, 1915, 224, 2257]
article-body: Οἱ κατασκευαστές οἰκοδομῶν τῆς Θεσσαλονίκης καί τῆς Βορείου Ἑλλάδος διακόπτουν ἀπό σήμερα τίς ἐργασίες τους. [233, 30, 506, 64]
column-1 [10, 0, 224, 2570]
main-article-col-3: βορβάντων καί κατά τίς περιόδους πού τά προϊόντα διατίθενται στήν ἀγορά, ὅπως τά κτηνοτροφικά προϊόντα. ΕΚ ΤΩΝ ΠΡΟΤΕΡΩΝ Εἶναι, ὅ παραγωγός θά γνωρίζει τή τιμή πρός τήν ὁποία θά πωλήσει τό προϊόν. Μέ τόν τρόπο αὐτό ἐξασφαλίζεται ἡ διαφάνεια στήν ἀγορά καί ὁ ἔλεγχος τῶν συναλλαγῶν. ΟΙΚΟΝΟΜΙΚΑ ΚΙΝΗΤΡΑ Γνωρίζουμε ὅτι ἡ κυβέρνηση ἐφαρμόζει σύστημα οἰκονομικῶν κινήτρων γιά τήν αὔξηση τῆς παραγωγῆς καί τόν ἐκσυγχρονισμό τῆς διακινήσεως τῶν προϊόντων. [839, 301, 992, 522]
article-text: Σύμφωνα μέ τίς πληροφορίες πού ἔγιναν γνωστές, οἱ ἁρμόδιες ὑπηρεσίες προχωροῦν στή μελέτη τοῦ θέματος καί θά ἀνακοινώσουν σύντομα τίς ἀποφάσεις τους. Ἡ ὑπόθεση ἀπασχολεῖ τίς ἀρχές ἐδῶ καί ἀρκετό καιρό καί ἀναμένονται νεότερες ἐξελίξεις κατά τίς προσεχεῖς ἡμέρες, ὅπως δήλωσαν ἁρμόδιοι παράγοντες. [10, 1983, 224, 2073]
hours-article-body: ἡ. μέχρι 1.30 μμ. καί ἀπό 5.30 μ.μ. μέχρι 7.30 μ.μ. Τό ὡράριο τῶν δημοσίων ὑπηρεσιῶν ρυθμίζεται μέ βάση τίς ἀνάγκες τοῦ κοινοῦ καί τῶν ὑπηρεσιῶν. β. Οἱ δημόσιες ὑπηρεσίες τῆς περιφέρειας λειτουργοῦν ἀπό 7.30 π.μ. μέχρι 2 μ.μ. γ. Ἡ κεντρική ὑπηρεσία τῆς Ἑλλάδος ἀκολουθεῖ τό ἴδιο ὡράριο. δ. Οἱ ὑπηρεσίες τῶν νομικῶν προσώπων δημοσίου δικαίου λειτουργοῦν μέ τό ἴδιο ὡράριο ἐργασίας. ε. Οἱ διοικητικές ὑπηρεσίες τοῦ ΟΤΕ, τῆς ΔΕΗ καί τῶν λοιπῶν ὀργανισμῶν λειτουργοῦν ἀπό 7.30 π.μ. μέχρι 3 μ.μ. ζ. Οἱ ὑπηρεσίες ὑπουργείου, τῶν νομαρχιῶν καί τῶν δήμων λειτουργοῦν κατά τό ἀπόγευμα γιά ἐξυπηρέτηση τοῦ κοινοῦ. Κατά τή διάρκεια τῶν ἑορτῶν τό ὡράριο διαμορφώνεται ἀνάλογα. ΕΞΟΥΔΕΤΩΣΕΙΣ Ἐξουδετερώνονται οἱ κ. ὑπουργοί καί οἱ γενικοί γραμματεῖς γιά τή ρύθμιση τοῦ ὡραρίου σέ εἰδικές περιπτώσεις ὑπηρεσιῶν πού λειτουργοῦν συνεχῶς. προσωπικοῦ τῆς ἑλληνικῆς ἐπιτροπῆς ἀτομικῆς ἐνέργειας, εἰδικές ὑπηρεσίες τοῦ ὑπουργείου καί τῶν ὀργανισμῶν ἀκολουθοῦν εἰδικό ὡράριο ἐργασίας πού καθορίζεται μέ ἀπόφαση. Ὁ ὑπουργός Προεδρίας τῆς κυβερνήσεως ἔχει τήν εὐθύνη γιά τήν ἐφαρμογή τῶν διατάξεων καί τόν συντονισμό τῶν ὑπηρεσιῶν. [515, 870, 992, 1099]
article-headline: Η Ε.Δ.Α. ΕΠΙΚΡΙΝΕΙ ΤΗΝ ΣΤΑΣΗ ΤΗΣ ΚΥΒΕΡΝΗΣΕΩΣ ΣΤΟ ΘΕΜΑ ΕΠΑΝΑΠΑΤΡΙΣΜΟΥ ΠΟΛΙΤΙΚΩΝ ΠΡΟΣΦΥΓΩΝ [23, 2, 211, 53]
article-text: Σύμφωνα μέ τίς πληροφορίες πού ἔγιναν γνωστές, οἱ ἁρμόδιες ὑπηρεσίες προχωροῦν στή μελέτη τοῦ θέματος καί θά ἀνακοινώσουν σύντομα τίς ἀποφάσεις τους. Ἡ ὑπόθεση ἀπασχολεῖ τίς ἀρχές ἐδῶ καί ἀρκετό καιρό καί ἀναμένονται νεότερες ἐξελίξεις κατά τίς προσεχεῖς ἡμέρες, ὅπως δήλωσαν ἁρμόδιοι παράγοντες. [515, 1536, 992, 1580]
divider [233, 1008, 506, 1009]
article-text: Σύμφωνα μέ τίς πληροφορίες πού ἔγιναν γνωστές, οἱ ἁρμόδιες ὑπηρεσίες προχωροῦν στή μελέτη τοῦ θέματος καί θά ἀνακοινώσουν σύντομα τίς ἀποφάσεις τους. Ἡ ὑπόθεση ἀπασχολεῖ τίς ἀρχές ἐδῶ καί ἀρκετό καιρό καί ἀναμένονται νεότερες ἐξελίξεις κατά τίς προσεχεῖς ἡμέρες, ὅπως δήλωσαν ἁρμόδιοι παράγοντες. [10, 1271, 224, 1361]
article-text: Σύμφωνα μέ τίς πληροφορίες πού ἔγιναν γνωστές, οἱ ἁρμόδιες ὑπηρεσίες προχωροῦν στή μελέτη τοῦ θέματος καί θά ἀνακοινώσουν σύντομα τίς ἀποφάσεις τους. Ἡ ὑπόθεση ἀπασχολεῖ τίς ἀρχές ἐδῶ καί ἀρκετό καιρό καί ἀναμένονται νεότερες ἐξελίξεις κατά τίς προσεχεῖς ἡμέρες, ὅπως δήλωσαν ἁρμόδιοι παράγοντες. [10, 627, 224, 717]
article [1001, 528, 1371, 787]
article-body: Μέ ἀποφάσεις τοῦ ὑπουργοῦ Ἐργασίας κηρύχτηκαν ἐκτελεστές οἱ συλλογικές συμβάσεις. [233, 641, 506, 663]
article-body: ΤΙΡΑΝΑ, 28. (Ἀθηναϊκό Πρακτορεῖο).— Τό ἀλβανικό μπαλέτο. [1009, 332, 1308, 343]
article-text: Σύμφωνα μέ τίς πληροφορίες πού ἔγιναν γνωστές, οἱ ἁρμόδιες ὑπηρεσίες προχωροῦν στή μελέτη τοῦ θέματος καί θά ἀνακοινώσουν σύντομα τίς ἀποφάσεις τους. Ἡ ὑπόθεση ἀπασχολεῖ τίς ἀρχές ἐδῶ καί ἀρκετό καιρό καί ἀναμένονται νεότερες ἐξελίξεις κατά τίς προσεχεῖς ἡμέρες, ὅπως δήλωσαν ἁρμόδιοι παράγοντες. [1001, 673, 1371, 729]
divider [10, 1550, 224, 1551]
main-headline: Τό ὑπουργεῖο ἐμπορίου ἐξηγεῖ τούς λόγους τῆς αὐξήσεως τῶν εἰδῶν βασικῆς διατροφῆς [523, 1, 984, 203]
article-body: Νέες ἀνώτατες τιμές πωλήσεως ὀπωρολαχανικῶν ἰσχύουν ἀπό αὔριο σέ ὅλο τό νομό Ἀττικῆς. [10, 1596, 224, 1629]
divider [1001, 524, 1371, 525]
article-headline: ΡΟΔΗΣΕΟ, ΤΟΝΙΖΕΙ ΤΟ ΥΠΟΥΡΓΕΙΟ ΕΘΝΙΚΗΣ ΠΑΙΔΕΙΑΣ ΔΕΝ ΚΟΜΙΖΕΙ «ΓΛΑΥΚΑ ΕΙΣ ΑΘΗΝΑΣ» ΤΟ ΣΧΕΔΙΟ ΜΕΤΑΡΡΥΘΜΙΣΤΙΚΟ ΠΡΟΤΑΣΕΙΣ ΤΟΥ [12, 818, 222, 883]
article [233, 213, 506, 403]
subhead-oikonomika: ΟΙΚΟΝΟΜΙΚΑ ΚΙΝΗΤΡΑ [854, 442, 977, 453]
article-text: Σύμφωνα μέ τίς πληροφορίες πού ἔγιναν γνωστές, οἱ ἁρμόδιες ὑπηρεσίες προχωροῦν στή μελέτη τοῦ θέματος καί θά ἀνακοινώσουν σύντομα τίς ἀποφάσεις τους. Ἡ ὑπόθεση ἀπασχολεῖ τίς ἀρχές ἐδῶ καί ἀρκετό καιρό καί ἀναμένονται νεότερες ἐξελίξεις κατά τίς προσεχεῖς ἡμέρες, ὅπως δήλωσαν ἁρμόδιοι παράγοντες. [10, 1014, 224, 1103]
divider [1001, 792, 1371, 793]
article-text: Σύμφωνα μέ τίς πληροφορίες πού ἔγιναν γνωστές, οἱ ἁρμόδιες ὑπηρεσίες προχωροῦν στή μελέτη τοῦ θέματος καί θά ἀνακοινώσουν σύντομα τίς ἀποφάσεις τους. Ἡ ὑπόθεση ἀπασχολεῖ τίς ἀρχές ἐδῶ καί ἀρκετό καιρό καί ἀναμένονται νεότερες ἐξελίξεις κατά τίς προσεχεῖς ἡμέρες, ὅπως δήλωσαν ἁρμόδιοι παράγοντες. [10, 922, 224, 1011]
article-text: Σύμφωνα μέ τίς πληροφορίες πού ἔγιναν γνωστές, οἱ ἁρμόδιες ὑπηρεσίες προχωροῦν στή μελέτη τοῦ θέματος καί θά ἀνακοινώσουν σύντομα τίς ἀποφάσεις τους. Ἡ ὑπόθεση ἀπασχολεῖ τίς ἀρχές ἐδῶ καί ἀρκετό καιρό καί ἀναμένονται νεότερες ἐξελίξεις κατά τίς προσεχεῖς ἡμέρες, ὅπως δήλωσαν ἁρμόδιοι παράγοντες. [1001, 1173, 1371, 1229]
article-text: Σύμφωνα μέ τίς πληροφορίες πού ἔγιναν γνωστές, οἱ ἁρμόδιες ὑπηρεσίες προχωροῦν στή μελέτη τοῦ θέματος καί θά ἀνακοινώσουν σύντομα τίς ἀποφάσεις τους. Ἡ ὑπόθεση ἀπασχολεῖ τίς ἀρχές ἐδῶ καί ἀρκετό καιρό καί ἀναμένονται νεότερες ἐξελίξεις κατά τίς προσεχεῖς ἡμέρες, ὅπως δήλωσαν ἁρμόδιοι παράγοντες. [1001, 1600, 1371, 1656]
article-text: Σύμφωνα μέ τίς πληροφορίες πού ἔγιναν γνωστές, οἱ ἁρμόδιες ὑπηρεσίες προχωροῦν στή μελέτη τοῦ θέματος καί θά ἀνακοινώσουν σύντομα τίς ἀποφάσεις τους. Ἡ ὑπόθεση ἀπασχολεῖ τίς ἀρχές ἐδῶ καί ἀρκετό καιρό καί ἀναμένονται νεότερες ἐξελίξεις κατά τίς προσεχεῖς ἡμέρες, ὅπως δήλωσαν ἁρμόδιοι παράγοντες. [233, 666, 506, 733]
article-text: Σύμφωνα μέ τίς πληροφορίες πού ἔγιναν γνωστές, οἱ ἁρμόδιες ὑπηρεσίες προχωροῦν στή μελέτη τοῦ θέματος καί θά ἀνακοινώσουν σύντομα τίς ἀποφάσεις τους. Ἡ ὑπόθεση ἀπασχολεῖ τίς ἀρχές ἐδῶ καί ἀρκετό καιρό καί ἀναμένονται νεότερες ἐξελίξεις κατά τίς προσεχεῖς ἡμέρες, ὅπως δήλωσαν ἁρμόδιοι παράγοντες. [233, 1511, 506, 1578]
article-text: Σύμφωνα μέ τίς πληροφορίες πού ἔγιναν γνωστές, οἱ ἁρμόδιες ὑπηρεσίες προχωροῦν στή μελέτη τοῦ θέματος καί θά ἀνακοινώσουν σύντομα τίς ἀποφάσεις τους. Ἡ ὑπόθεση ἀπασχολεῖ τίς ἀρχές ἐδῶ καί ἀρκετό καιρό καί ἀναμένονται νεότερες ἐξελίξεις κατά τίς προσεχεῖς ἡμέρες, ὅπως δήλωσαν ἁρμόδιοι παράγοντες. [515, 1583, 992, 1628]
article [233, 1012, 506, 1202]
divider [233, 1407, 506, 1408]
article-text: Σύμφωνα μέ τίς πληροφορίες πού ἔγιναν γνωστές, οἱ ἁρμόδιες ὑπηρεσίες προχωροῦν στή μελέτη τοῦ θέματος καί θά ἀνακοινώσουν σύντομα τίς ἀποφάσεις τους. Ἡ ὑπόθεση ἀπασχολεῖ τίς ἀρχές ἐδῶ καί ἀρκετό καιρό καί ἀναμένονται νεότερες ἐξελίξεις κατά τίς προσεχεῖς ἡμέρες, ὅπως δήλωσαν ἁρμόδιοι παράγοντες. [1001, 205, 1371, 261]
article-body: ΣΥΝΕΧΕΙΑ ΑΠ' ΤΗΝ 1Η ΣΕΛΙΔΑ [524, 1474, 681, 1486]
article-headline: ΤΑ ΤΡΟΧΑΙΑ ΑΤΥΧΗΜΑΤΑ [293, 1412, 446, 1425]
article [233, 612, 506, 803]
article-text: Σύμφωνα μέ τίς πληροφορίες πού ἔγιναν γνωστές, οἱ ἁρμόδιες ὑπηρεσίες προχωροῦν στή μελέτη τοῦ θέματος καί θά ἀνακοινώσουν σύντομα τίς ἀποφάσεις τους. Ἡ ὑπόθεση ἀπασχολεῖ τίς ἀρχές ἐδῶ καί ἀρκετό καιρό καί ἀναμένονται νεότερες ἐξελίξεις κατά τίς προσεχεῖς ἡμέρες, ὅπως δήλωσαν ἁρμόδιοι παράγοντες. [233, 866, 506, 933]
divider [1001, 1050, 1371, 1051]
article-body: ΣΥΝΕΧΕΙΑ ΑΠ' ΤΗΝ 1Η ΣΕΛΙΔΑ [19, 2282, 177, 2294]
hours-headline: ΚΑΘΟΡΙΣΤΗΚΑΝ ΟΙ ΩΡΕΣ ΕΡΓΑΣΙΑΣ ΤΩΝ ΥΠΑΛΛΗΛΩΝ ΔΗΜΟΣΙΩΝ ΥΠΗΡΕΣΙΩΝ ΚΑΙ ΤΩΝ ΝΟΜΙΚΩΝ ΠΡΟΣΩΠΩΝ [525, 737, 982, 850]
article-text: Σύμφωνα μέ τίς πληροφορίες πού ἔγιναν γνωστές, οἱ ἁρμόδιες ὑπηρεσίες προχωροῦν στή μελέτη τοῦ θέματος καί θά ἀνακοινώσουν σύντομα τίς ἀποφάσεις τους. Ἡ ὑπόθεση ἀπασχολεῖ τίς ἀρχές ἐδῶ καί ἀρκετό καιρό καί ἀναμένονται νεότερες ἐξελίξεις κατά τίς προσεχεῖς ἡμέρες, ὅπως δήλωσαν ἁρμόδιοι παράγοντες. [10, 1816, 224, 1906]
article [10, 2267, 224, 2570]
article-text: Σύμφωνα μέ τίς πληροφορίες πού ἔγιναν γνωστές, οἱ ἁρμόδιες ὑπηρεσίες προχωροῦν στή μελέτη τοῦ θέματος καί θά ἀνακοινώσουν σύντομα τίς ἀποφάσεις τους. Ἡ ὑπόθεση ἀπασχολεῖ τίς ἀρχές ἐδῶ καί ἀρκετό καιρό καί ἀναμένονται νεότερες ἐξελίξεις κατά τίς προσεχεῖς ἡμέρες, ὅπως δήλωσαν ἁρμόδιοι παράγοντες. [10, 2388, 224, 2478]
article-headline: ΑΓΩΝΙΣΤΙΚΗ ΚΙΝΗΤΟΠΟΙΗΣΗ ΚΑΙ ΟΙ ΚΑΠΝΕΡΓΑΤΕΣ ΓΙΑ ΑΥΞΗΣΗ ΗΜΕΡΟΜΙΣΘΙΩΝ, ΕΛΕΥΘΕΡΗ ΕΡΓΑΣΙΑ, ΕΝΤΑΞΗ ΣΤΑ ΒΑΡΕΑ ΚΑΙ ΑΝΘΥΓΙΕΙΝΑ ΕΠΑΓΓΕΛΜΑΤΑ [16, 409, 218, 474]
article-text: Σύμφωνα μέ τίς πληροφορίες πού ἔγιναν γνωστές, οἱ ἁρμόδιες ὑπηρεσίες προχωροῦν στή μελέτη τοῦ θέματος καί θά ἀνακοινώσουν σύντομα τίς ἀποφάσεις τους. Ἡ ὑπόθεση ἀπασχολεῖ τίς ἀρχές ἐδῶ καί ἀρκετό καιρό καί ἀναμένονται νεότερες ἐξελίξεις κατά τίς προσεχεῖς ἡμέρες, ὅπως δήλωσαν ἁρμόδιοι παράγοντες. [515, 1488, 992, 1533]
divider [1001, 266, 1371, 267]
column-6 [1001, 0, 1371, 2044]
article [1001, 1297, 1371, 1530]
article-text: Σύμφωνα μέ τίς πληροφορίες πού ἔγιναν γνωστές, οἱ ἁρμόδιες ὑπηρεσίες προχωροῦν στή μελέτη τοῦ θέματος καί θά ἀνακοινώσουν σύντομα τίς ἀποφάσεις τους. Ἡ ὑπόθεση ἀπασχολεῖ τίς ἀρχές ἐδῶ καί ἀρκετό καιρό καί ἀναμένονται νεότερες ἐξελίξεις κατά τίς προσεχεῖς ἡμέρες, ὅπως δήλωσαν ἁρμόδιοι παράγοντες. [1001, 1232, 1371, 1288]
divider [10, 814, 224, 815]
article-text: Σύμφωνα μέ τίς πληροφορίες πού ἔγιναν γνωστές, οἱ ἁρμόδιες ὑπηρεσίες προχωροῦν στή μελέτη τοῦ θέματος καί θά ἀνακοινώσουν σύντομα τίς ἀποφάσεις τους. Ἡ ὑπόθεση ἀπασχολεῖ τίς ἀρχές ἐδῶ καί ἀρκετό καιρό καί ἀναμένονται νεότερες ἐξελίξεις κατά τίς προσεχεῖς ἡμέρες, ὅπως δήλωσαν ἁρμόδιοι παράγοντες. [233, 1265, 506, 1332]
article [10, 1555, 224, 1906]
article-text: Σύμφωνα μέ τίς πληροφορίες πού ἔγιναν γνωστές, οἱ ἁρμόδιες ὑπηρεσίες προχωροῦν στή μελέτη τοῦ θέματος καί θά ἀνακοινώσουν σύντομα τίς ἀποφάσεις τους. Ἡ ὑπόθεση ἀπασχολεῖ τίς ἀρχές ἐδῶ καί ἀρκετό καιρό καί ἀναμένονται νεότερες ἐξελίξεις κατά τίς προσεχεῖς ἡμέρες, ὅπως δήλωσαν ἁρμόδιοι παράγοντες. [233, 536, 506, 603]
article-text: Σύμφωνα μέ τίς πληροφορίες πού ἔγιναν γνωστές, οἱ ἁρμόδιες ὑπηρεσίες προχωροῦν στή μελέτη τοῦ θέματος καί θά ἀνακοινώσουν σύντομα τίς ἀποφάσεις τους. Ἡ ὑπόθεση ἀπασχολεῖ τίς ἀρχές ἐδῶ καί ἀρκετό καιρό καί ἀναμένονται νεότερες ἐξελίξεις κατά τίς προσεχεῖς ἡμέρες, ὅπως δήλωσαν ἁρμόδιοι παράγοντες. [10, 719, 224, 809]
article-text: Σύμφωνα μέ τίς πληροφορίες πού ἔγιναν γνωστές, οἱ ἁρμόδιες ὑπηρεσίες προχωροῦν στή μελέτη τοῦ θέματος καί θά ἀνακοινώσουν σύντομα τίς ἀποφάσεις τους. Ἡ ὑπόθεση ἀπασχολεῖ τίς ἀρχές ἐδῶ καί ἀρκετό καιρό καί ἀναμένονται νεότερες ἐξελίξεις κατά τίς προσεχεῖς ἡμέρες, ὅπως δήλωσαν ἁρμόδιοι παράγοντες. [10, 1724, 224, 1814]
divider [515, 296, 992, 297]
divider [233, 1583, 506, 1584]
article [233, 413, 506, 603]
article-body: ΑΘΗΝΑ, 28.— Τό ὑπουργεῖο Δικαιοσύνης κατέθεσε στή Βουλή δύο νομοσχέδια. [233, 441, 506, 463]
article-text: Σύμφωνα μέ τίς πληροφορίες πού ἔγιναν γνωστές, οἱ ἁρμόδιες ὑπηρεσίες προχωροῦν στή μελέτη τοῦ θέματος καί θά ἀνακοινώσουν σύντομα τίς ἀποφάσεις τους. Ἡ ὑπόθεση ἀπασχολεῖ τίς ἀρχές ἐδῶ καί ἀρκετό καιρό καί ἀναμένονται νεότερες ἐξελίξεις κατά τίς προσεχεῖς ἡμέρες, ὅπως δήλωσαν ἁρμόδιοι παράγοντες. [10, 535, 224, 624]
article-text: Σύμφωνα μέ τίς πληροφορίες πού ἔγιναν γνωστές, οἱ ἁρμόδιες ὑπηρεσίες προχωροῦν στή μελέτη τοῦ θέματος καί θά ἀνακοινώσουν σύντομα τίς ἀποφάσεις τους. Ἡ ὑπόθεση ἀπασχολεῖ τίς ἀρχές ἐδῶ καί ἀρκετό καιρό καί ἀναμένονται νεότερες ἐξελίξεις κατά τίς προσεχεῖς ἡμέρες, ὅπως δήλωσαν ἁρμόδιοι παράγοντες. [1001, 989, 1371, 1045]
article-text: Σύμφωνα μέ τίς πληροφορίες πού ἔγιναν γνωστές, οἱ ἁρμόδιες ὑπηρεσίες προχωροῦν στή μελέτη τοῦ θέματος καί θά ἀνακοινώσουν σύντομα τίς ἀποφάσεις τους. Ἡ ὑπόθεση ἀπασχολεῖ τίς ἀρχές ἐδῶ καί ἀρκετό καιρό καί ἀναμένονται νεότερες ἐξελίξεις κατά τίς προσεχεῖς ἡμέρες, ὅπως δήλωσαν ἁρμόδιοι παράγοντες. [233, 336, 506, 403]
article-headline: Ο ΚΑΡΤΕΡ ΕΞΑΚΟΛΟΥΘΕΙ ΝΑ ΑΝΤΙΜΕΤΩΠΙΖΕΙ ΠΡΟΒΛΗΜΑΤΑ ΓΙΑ ΤΟ ΧΡΙΣΜΑ ΤΟΥ ΥΠΟΨΗΦΙΟΥ ΤΩΝ ΔΗΜΟΚΡΑΤΙΚΩΝ [518, 1247, 989, 1277]
article-headline: ΤΑ ΤΙΡΑΝΑ ΣΧΟΛΙΑΖΟΥΝ ΜΕ ΙΔΙΑΙΤΕΡΗ ΙΚΑΝΟΠΟΙΗΣΗ ΤΗΝ ΥΠΟΔΟΧΗ ΤΩΝ ΑΛΒΑΝΙΚΩΝ ΜΠΑΛΕΤΩΝ ΣΤΙΣ ΔΙΑΦΟΡΕΣ ΠΟΛΕΙΣ ΤΗΣ ΕΛΛΑΔΟΣ ΚΑΙ ΠΡΩΤΕΥΟΥΣΑ [1009, 270, 1362, 329]
article-headline: ΝΕΕΣ ΑΝΩΤΑΤΕΣ ΤΙΜΕΣ ΠΩΛΗΣΕΩΣ ΟΠΩΡΟΛΑΧΑΝΙΚΩΝ ΙΣΧΥΟΥΝ ΑΠΟ ΑΥΡΙΟ Σ' ΟΛΟ ΤΟ ΝΟΜΟ ΑΤΤΙΚΗΣ [11, 1555, 223, 1593]
article-body: Η ΧΑΝ Θεσσαλονίκης στά πλαίσια τοῦ προγράμματος ὀργανώνει ἐκδρομές γιά τά παιδιά. [233, 841, 506, 863]
divider [10, 405, 224, 406]
article-text: Σύμφωνα μέ τίς πληροφορίες πού ἔγιναν γνωστές, οἱ ἁρμόδιες ὑπηρεσίες προχωροῦν στή μελέτη τοῦ θέματος καί θά ἀνακοινώσουν σύντομα τίς ἀποφάσεις τους. Ἡ ὑπόθεση ἀπασχολεῖ τίς ἀρχές ἐδῶ καί ἀρκετό καιρό καί ἀναμένονται νεότερες ἐξελίξεις κατά τίς προσεχεῖς ἡμέρες, ὅπως δήλωσαν ἁρμόδιοι παράγοντες. [233, 136, 506, 203]
divider [515, 1633, 992, 1634]
subhead-anoigma: ΤΟ ΑΝΟΙΓΜΑ ΤΩΝ ΤΙΜΩΝ [525, 635, 658, 646]
center-block [515, 0, 992, 2044]
main-subheadline: Η πολιτική συγκρατήσεως τῶν τιμῶν καί τό ἄνοιγμα. - Τά τιμολόγια τῶν παραγωγῶν πρός τούς ἐμπόρους. - Τά μέτρα γιά ἀντιμετώπιση τῆς καταστάσεως [522, 207, 985, 289]
